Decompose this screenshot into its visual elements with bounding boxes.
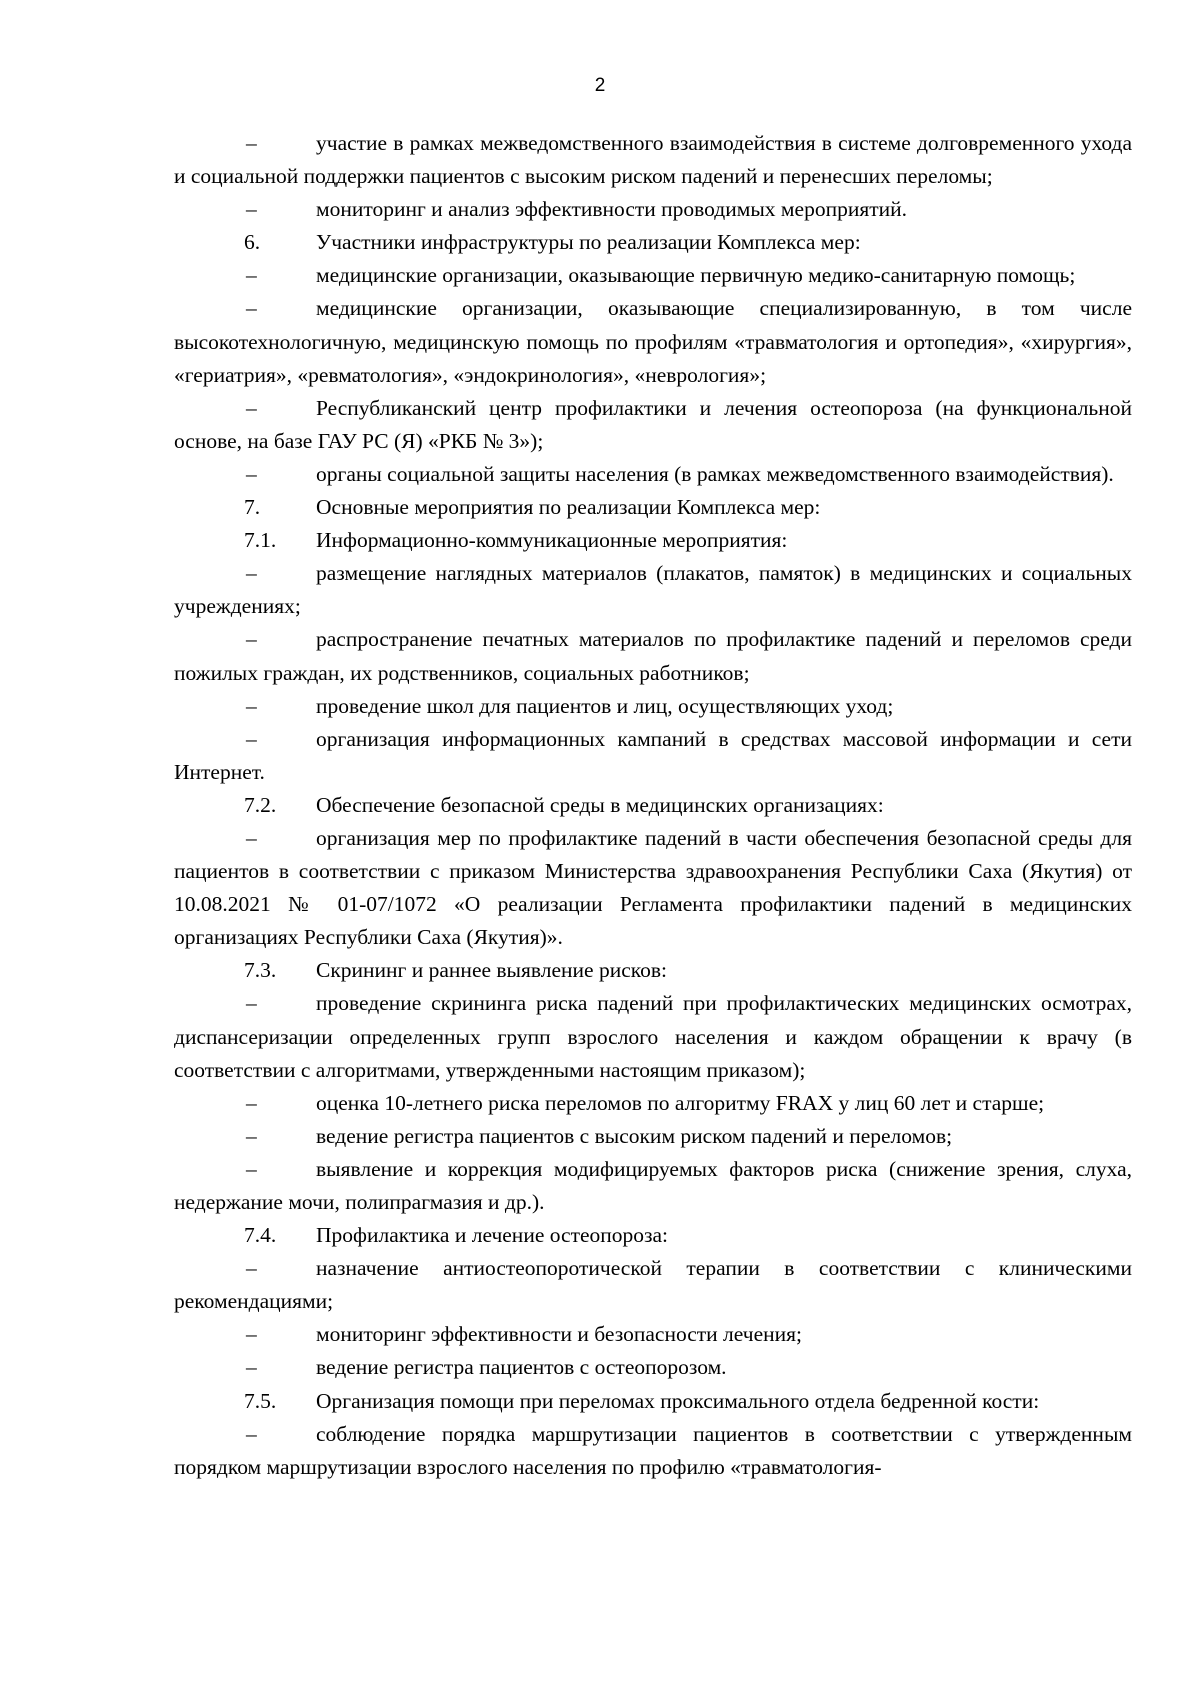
paragraph: [174, 1219, 1132, 1252]
paragraph-text: Информационно-коммуникационные мероприятия:: [316, 528, 788, 553]
paragraph-text: ведение регистра пациентов с высоким риском падений и переломов;: [316, 1123, 953, 1148]
paragraph: [174, 1318, 1132, 1351]
list-dash-marker: –: [246, 1156, 257, 1181]
list-dash-marker: –: [246, 561, 257, 586]
list-dash-marker: –: [246, 1123, 257, 1148]
paragraph-text: Республиканский центр профилактики и лечения остеопороза (на функциональной основе, на базе ГАУ РС (Я) «РКБ № 3»);: [174, 395, 1132, 453]
section-number: 6.: [244, 230, 261, 255]
paragraph: [174, 1385, 1132, 1418]
list-dash-marker: –: [246, 825, 257, 850]
paragraph: [174, 458, 1132, 491]
paragraph: [174, 557, 1132, 623]
paragraph-text: организация мер по профилактике падений в части обеспечения безопасной среды для пациентов в соответствии с приказом Министерства здравоохранения Республики Саха (Якутия) от 10.08.2021 № 01-07/1072 «О реализации Регламента профилактики падений в медицинских организациях Республики Саха (Якутия)».: [174, 825, 1132, 950]
paragraph: [174, 822, 1132, 954]
paragraph: [174, 127, 1132, 193]
section-number: 7.4.: [244, 1223, 277, 1248]
paragraph-text: органы социальной защиты населения (в рамках межведомственного взаимодействия).: [316, 461, 1114, 486]
list-dash-marker: –: [246, 693, 257, 718]
paragraph: [174, 1120, 1132, 1153]
list-dash-marker: –: [246, 1322, 257, 1347]
paragraph-text: мониторинг и анализ эффективности проводимых мероприятий.: [316, 197, 907, 222]
paragraph: [174, 1351, 1132, 1384]
paragraph-text: Обеспечение безопасной среды в медицинских организациях:: [316, 792, 884, 817]
paragraph: [174, 193, 1132, 226]
paragraph-text: медицинские организации, оказывающие первичную медико-санитарную помощь;: [316, 263, 1076, 288]
paragraph-text: Основные мероприятия по реализации Комплекса мер:: [316, 495, 821, 520]
paragraph: [174, 954, 1132, 987]
paragraph-text: выявление и коррекция модифицируемых факторов риска (снижение зрения, слуха, недержание мочи, полипрагмазия и др.).: [174, 1156, 1132, 1214]
list-dash-marker: –: [246, 1256, 257, 1281]
paragraph-text: медицинские организации, оказывающие специализированную, в том числе высокотехнологичную, медицинскую помощь по профилям «травматология и ортопедия», «хирургия», «гериатрия», «ревматология», «эндокринология», «неврология»;: [174, 296, 1132, 387]
section-number: 7.3.: [244, 958, 277, 983]
list-dash-marker: –: [246, 1355, 257, 1380]
paragraph-text: Профилактика и лечение остеопороза:: [316, 1223, 669, 1248]
page-number: 2: [594, 75, 606, 96]
paragraph-text: мониторинг эффективности и безопасности лечения;: [316, 1322, 803, 1347]
paragraph: [174, 623, 1132, 689]
paragraph: [174, 491, 1132, 524]
paragraph-text: проведение школ для пациентов и лиц, осуществляющих уход;: [316, 693, 894, 718]
list-dash-marker: –: [246, 395, 257, 420]
list-dash-marker: –: [246, 726, 257, 751]
paragraph: [174, 1087, 1132, 1120]
list-dash-marker: –: [246, 991, 257, 1016]
paragraph: [174, 524, 1132, 557]
list-dash-marker: –: [246, 461, 257, 486]
document-body: [174, 127, 1132, 1484]
paragraph: [174, 1252, 1132, 1318]
paragraph-text: соблюдение порядка маршрутизации пациентов в соответствии с утвержденным порядком маршрутизации взрослого населения по профилю «травматология-: [174, 1421, 1132, 1479]
section-number: 7.2.: [244, 792, 277, 817]
paragraph: [174, 392, 1132, 458]
list-dash-marker: –: [246, 1421, 257, 1446]
list-dash-marker: –: [246, 263, 257, 288]
paragraph-text: назначение антиостеопоротической терапии в соответствии с клиническими рекомендациями;: [174, 1256, 1132, 1314]
paragraph-text: ведение регистра пациентов с остеопорозом.: [316, 1355, 727, 1380]
paragraph-text: Участники инфраструктуры по реализации Комплекса мер:: [316, 230, 861, 255]
paragraph: [174, 1153, 1132, 1219]
paragraph-text: распространение печатных материалов по профилактике падений и переломов среди пожилых граждан, их родственников, социальных работников;: [174, 627, 1132, 685]
list-dash-marker: –: [246, 296, 257, 321]
paragraph-text: Организация помощи при переломах проксимального отдела бедренной кости:: [316, 1388, 1040, 1413]
paragraph: [174, 789, 1132, 822]
paragraph: [174, 292, 1132, 391]
paragraph-text: размещение наглядных материалов (плакатов, памяток) в медицинских и социальных учреждениях;: [174, 561, 1132, 619]
paragraph-text: оценка 10-летнего риска переломов по алгоритму FRAX у лиц 60 лет и старше;: [316, 1090, 1045, 1115]
section-number: 7.5.: [244, 1388, 277, 1413]
list-dash-marker: –: [246, 131, 257, 155]
paragraph: [174, 1418, 1132, 1484]
list-dash-marker: –: [246, 197, 257, 222]
section-number: 7.: [244, 495, 261, 520]
list-dash-marker: –: [246, 1090, 257, 1115]
list-dash-marker: –: [246, 627, 257, 652]
paragraph-text: Скрининг и раннее выявление рисков:: [316, 958, 667, 983]
paragraph-text: участие в рамках межведомственного взаимодействия в системе долговременного ухода и социальной поддержки пациентов с высоким риском падений и перенесших переломы;: [174, 131, 1132, 189]
paragraph: [174, 987, 1132, 1086]
paragraph: [174, 690, 1132, 723]
paragraph-text: организация информационных кампаний в средствах массовой информации и сети Интернет.: [174, 726, 1132, 784]
paragraph: [174, 259, 1132, 292]
paragraph-text: проведение скрининга риска падений при профилактических медицинских осмотрах, диспансеризации определенных групп взрослого населения и каждом обращении к врачу (в соответствии с алгоритмами, утвержденными настоящим приказом);: [174, 991, 1132, 1082]
paragraph: [174, 226, 1132, 259]
section-number: 7.1.: [244, 528, 277, 553]
paragraph: [174, 723, 1132, 789]
